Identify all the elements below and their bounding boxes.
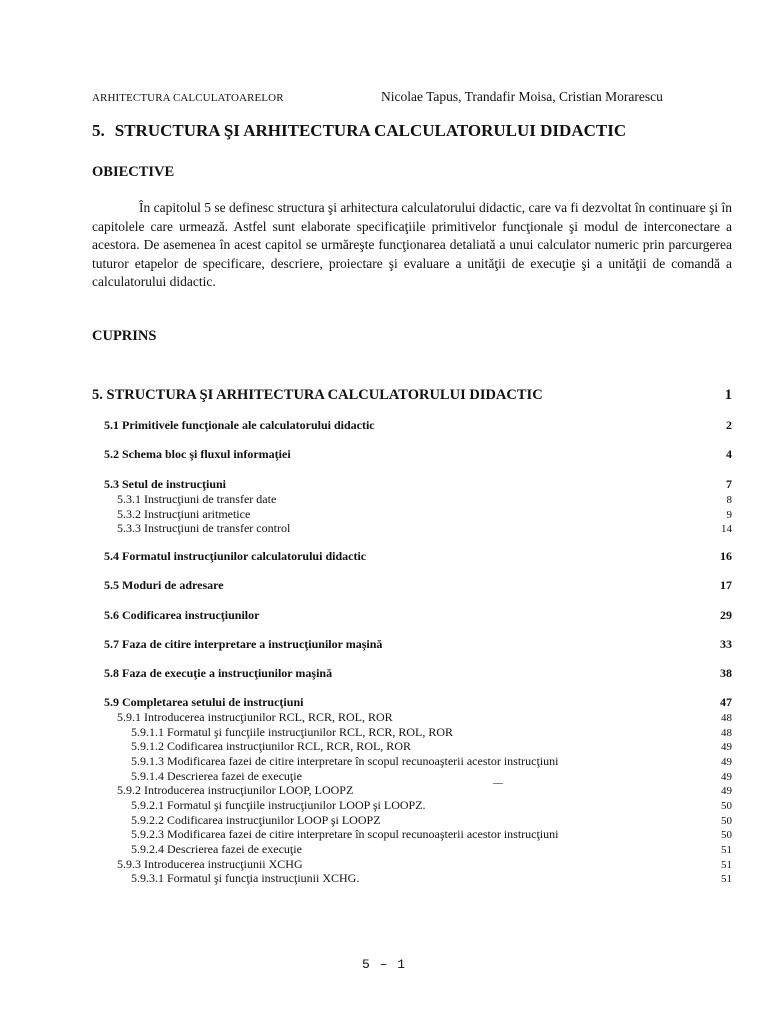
toc-entry-page: 49 (721, 785, 732, 797)
toc-entry-5-9-2-1[interactable] (92, 798, 732, 813)
toc-entry-title: 5.8 Faza de execuţie a instrucţiunilor maşină (104, 666, 333, 680)
toc-entry-page: 4 (726, 447, 732, 461)
toc-entry-5-3-3[interactable] (92, 521, 732, 536)
toc-entry-page: 51 (721, 873, 732, 885)
toc-entry-5-5[interactable] (92, 578, 732, 593)
toc-entry-page: 14 (721, 523, 732, 535)
toc-entry-5-9[interactable] (92, 695, 732, 710)
toc-entry-title: 5.9.2.4 Descrierea fazei de execuţie (131, 842, 302, 856)
toc-entry-title: 5.9.3 Introducerea instrucţiunii XCHG (117, 857, 303, 871)
toc-entry-5-4[interactable] (92, 549, 732, 564)
toc-entry-page: 48 (721, 727, 732, 739)
toc-entry-5-3[interactable] (92, 477, 732, 492)
toc-entry-page: 50 (721, 800, 732, 812)
toc-entry-title: 5.3.2 Instrucţiuni aritmetice (117, 507, 251, 521)
chapter-number: 5. (92, 121, 105, 140)
toc-entry-5-9-2-4[interactable] (92, 842, 732, 857)
toc-entry-title: 5. STRUCTURA ŞI ARHITECTURA CALCULATORULUI DIDACTIC (92, 387, 543, 403)
toc-entry-5-9-1[interactable] (92, 710, 732, 725)
toc-entry-page: 47 (720, 695, 732, 709)
toc-entry-title: 5.9.2 Introducerea instrucţiunilor LOOP, LOOPZ (117, 783, 354, 797)
toc-entry-5-6[interactable] (92, 608, 732, 623)
toc-entry-5-7[interactable] (92, 637, 732, 652)
toc-entry-title: 5.3 Setul de instrucţiuni (104, 477, 227, 491)
toc-entry-5-9-3[interactable] (92, 857, 732, 872)
toc-entry-page: 50 (721, 829, 732, 841)
contents-heading: CUPRINS (92, 328, 157, 344)
toc-entry-page: 38 (720, 666, 732, 680)
page-number: 5 – 1 (361, 957, 406, 972)
toc-entry-page: 16 (720, 549, 732, 563)
toc-entry-5-9-1-2[interactable] (92, 739, 732, 754)
toc-entry-chapter[interactable] (92, 387, 732, 404)
toc-entry-page: 48 (721, 712, 732, 724)
objectives-paragraph: În capitolul 5 se definesc structura şi arhitectura calculatorului didactic, care va fi dezvoltat în continuare şi în capitolele care urmează. Astfel sunt elaborate specificaţiile primitivelor funcţionale şi modul de interconectare a acestora. De asemenea în acest capitol se urmăreşte funcţionarea detaliată a unui calculator numeric prin parcurgerea tuturor etapelor de specificare, descriere, proiectare şi evaluare a unităţii de execuţie şi a unităţii de comandă a calculatorului didactic. (92, 200, 733, 290)
toc-entry-title: 5.1 Primitivele funcţionale ale calculatorului didactic (104, 418, 375, 432)
header-book-title: ARHITECTURA CALCULATOARELOR (92, 92, 284, 104)
toc-entry-title: 5.9.1.4 Descrierea fazei de execuţie (131, 769, 302, 783)
toc-entry-5-3-1[interactable] (92, 492, 732, 507)
toc-entry-page: 7 (726, 477, 732, 491)
toc-entry-5-9-1-4[interactable] (92, 769, 732, 784)
toc-entry-page: 49 (721, 771, 732, 783)
toc-entry-title: 5.9.1.3 Modificarea fazei de citire interpretare în scopul recunoaşterii acestor instrucţiuni (131, 754, 559, 768)
toc-entry-5-9-3-1[interactable] (92, 871, 732, 886)
toc-entry-page: 50 (721, 815, 732, 827)
toc-entry-title: 5.9 Completarea setului de instrucţiuni (104, 695, 304, 709)
objectives-heading: OBIECTIVE (92, 164, 175, 180)
toc-entry-title: 5.3.3 Instrucţiuni de transfer control (117, 521, 291, 535)
toc-entry-page: 2 (726, 418, 732, 432)
toc-entry-page: 33 (720, 637, 732, 651)
toc-entry-title: 5.9.1.2 Codificarea instrucţiunilor RCL, RCR, ROL, ROR (131, 739, 411, 753)
toc-entry-5-9-2[interactable] (92, 783, 732, 798)
toc-entry-title: 5.9.2.1 Formatul şi funcţiile instrucţiunilor LOOP şi LOOPZ. (131, 798, 426, 812)
toc-entry-title: 5.7 Faza de citire interpretare a instrucţiunilor maşină (104, 637, 383, 651)
toc-entry-5-3-2[interactable] (92, 507, 732, 522)
toc-entry-5-9-2-3[interactable] (92, 827, 732, 842)
toc-entry-page: 49 (721, 756, 732, 768)
toc-entry-page: 29 (720, 608, 732, 622)
toc-entry-title: 5.9.2.2 Codificarea instrucţiunilor LOOP şi LOOPZ (131, 813, 381, 827)
header-authors: Nicolae Tapus, Trandafir Moisa, Cristian Morarescu (381, 89, 663, 104)
toc-entry-title: 5.9.3.1 Formatul şi funcţia instrucţiunii XCHG. (131, 871, 360, 885)
toc-entry-5-9-2-2[interactable] (92, 813, 732, 828)
toc-entry-page: 1 (724, 387, 732, 403)
toc-entry-title: 5.9.1 Introducerea instrucţiunilor RCL, RCR, ROL, ROR (117, 710, 393, 724)
toc-entry-5-9-1-1[interactable] (92, 725, 732, 740)
toc-entry-page: 51 (721, 844, 732, 856)
toc-entry-title: 5.3.1 Instrucţiuni de transfer date (117, 492, 277, 506)
toc-entry-5-2[interactable] (92, 447, 732, 462)
toc-entry-title: 5.5 Moduri de adresare (104, 578, 224, 592)
toc-entry-5-1[interactable] (92, 418, 732, 433)
toc-entry-title: 5.4 Formatul instrucţiunilor calculatorului didactic (104, 549, 367, 563)
toc-entry-page: 49 (721, 741, 732, 753)
toc-entry-5-8[interactable] (92, 666, 732, 681)
toc-entry-page: 9 (726, 509, 732, 521)
toc-entry-page: 8 (726, 494, 732, 506)
toc-entry-5-9-1-3[interactable] (92, 754, 732, 769)
toc-entry-title: 5.2 Schema bloc şi fluxul informaţiei (104, 447, 291, 461)
toc-entry-title: 5.6 Codificarea instrucţiunilor (104, 608, 260, 622)
stray-dash-mark: __ (493, 773, 502, 785)
chapter-title (92, 121, 626, 141)
chapter-title-text: STRUCTURA ŞI ARHITECTURA CALCULATORULUI DIDACTIC (114, 121, 627, 140)
toc-entry-title: 5.9.1.1 Formatul şi funcţiile instrucţiunilor RCL, RCR, ROL, ROR (131, 725, 454, 739)
toc-entry-title: 5.9.2.3 Modificarea fazei de citire interpretare în scopul recunoaşterii acestor instrucţiuni (131, 827, 559, 841)
toc-entry-page: 17 (720, 578, 732, 592)
toc-entry-page: 51 (721, 859, 732, 871)
